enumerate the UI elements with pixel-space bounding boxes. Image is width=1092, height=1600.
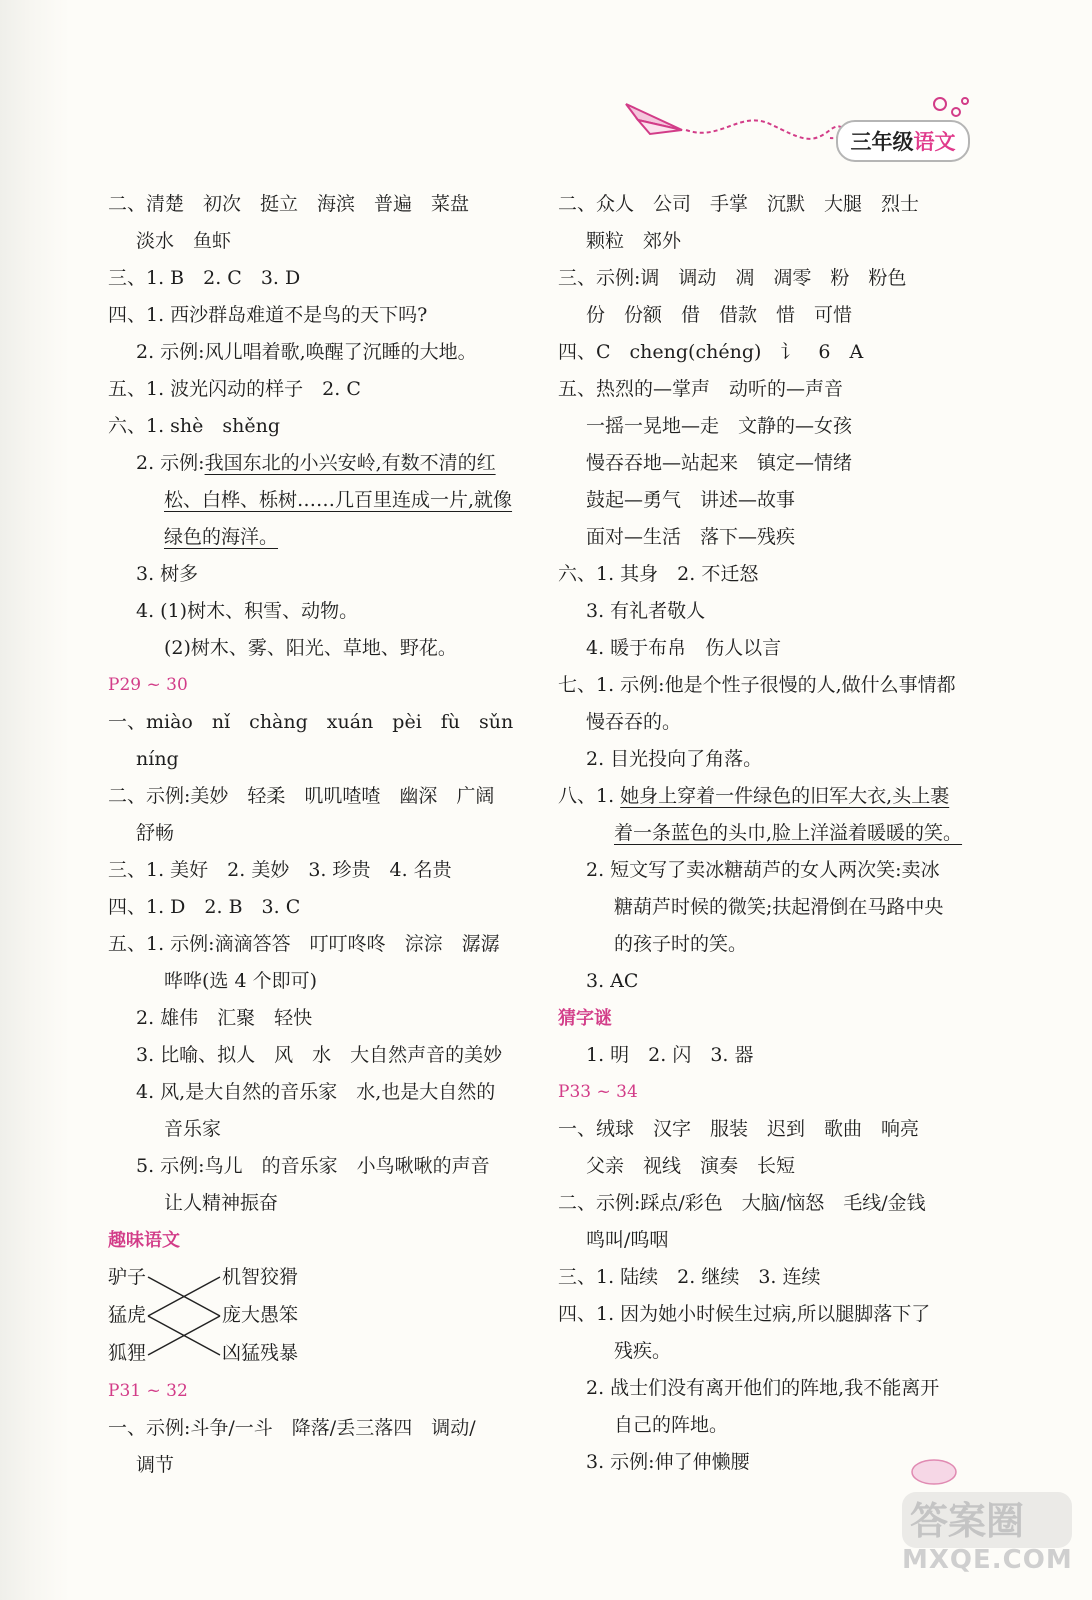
answer-line: 份 份额 借 借款 惜 可惜 (586, 304, 853, 326)
answer-line: 六、1. 其身 2. 不迁怒 (558, 563, 759, 585)
subject-label: 语文 (913, 130, 956, 154)
watermark-url: MXQE.COM (902, 1545, 1073, 1575)
answer-line: 2. 目光投向了角落。 (586, 748, 763, 770)
grade-label: 三年级 (850, 130, 914, 154)
answer-line: 4. 风,是大自然的音乐家 水,也是大自然的 (136, 1081, 496, 1103)
answer-line: 3. 有礼者敬人 (586, 600, 706, 622)
page-range-heading: P31 ~ 32 (108, 1381, 188, 1401)
answer-line: 3. 示例:伸了伸懒腰 (586, 1451, 750, 1473)
answer-line: 二、示例:美妙 轻柔 叽叽喳喳 幽深 广阔 (108, 785, 495, 807)
answer-line: 3. 树多 (136, 563, 199, 585)
answer-line: 5. 示例:鸟儿 的音乐家 小鸟啾啾的声音 (136, 1155, 490, 1177)
answer-line: 三、1. 美好 2. 美妙 3. 珍贵 4. 名贵 (108, 859, 452, 881)
answer-line: 4. (1)树木、积雪、动物。 (136, 600, 359, 622)
underlined-text: 着一条蓝色的头巾,脸上洋溢着暖暖的笑。 (614, 822, 963, 844)
section-heading-fun-chinese: 趣味语文 (108, 1230, 180, 1251)
answer-line: 2. 雄伟 汇聚 轻快 (136, 1007, 313, 1029)
answer-line: 六、1. shè shěng (108, 415, 281, 437)
answer-line: 哗哗(选 4 个即可) (164, 970, 317, 992)
answer-line: 慢吞吞地—站起来 镇定—情绪 (586, 452, 853, 474)
answer-line: 音乐家 (164, 1118, 222, 1140)
answer-line: níng (136, 748, 179, 770)
answer-line: 三、示例:调 调动 凋 凋零 粉 粉色 (558, 267, 907, 289)
answer-line: 一、绒球 汉字 服装 迟到 歌曲 响亮 (558, 1118, 920, 1140)
answer-column-left (108, 186, 548, 1484)
answer-line: 2. 短文写了卖冰糖葫芦的女人两次笑:卖冰 (586, 859, 940, 881)
answer-line: 五、1. 示例:滴滴答答 叮叮咚咚 淙淙 潺潺 (108, 933, 500, 955)
answer-line: 颗粒 郊外 (586, 230, 682, 252)
page-edge-shadow (0, 0, 70, 1600)
answer-line: 让人精神振奋 (164, 1192, 279, 1214)
answer-line: 四、1. D 2. B 3. C (108, 896, 301, 918)
answer-line: 面对—生活 落下—残疾 (586, 526, 796, 548)
page-range-heading: P33 ~ 34 (558, 1082, 638, 1102)
answer-line: 五、热烈的—掌声 动听的—声音 (558, 378, 844, 400)
answer-line: 五、1. 波光闪动的样子 2. C (108, 378, 361, 400)
answer-line: 一摇一晃地—走 文静的—女孩 (586, 415, 853, 437)
answer-column-right (558, 186, 998, 1481)
svg-text:答案圈: 答案圈 (910, 1499, 1025, 1543)
answer-line: 四、C cheng(chéng) 讠 6 A (558, 341, 864, 363)
grade-badge (836, 120, 970, 162)
answer-line: 二、示例:踩点/彩色 大脑/恼怒 毛线/金钱 (558, 1192, 926, 1214)
answer-line: 三、1. B 2. C 3. D (108, 267, 301, 289)
answer-line: (2)树木、雾、阳光、草地、野花。 (164, 637, 457, 659)
page-range-heading: P29 ~ 30 (108, 675, 188, 695)
answer-line: 2. 示例:风儿唱着歌,唤醒了沉睡的大地。 (136, 341, 477, 363)
underlined-text: 她身上穿着一件绿色的旧军大衣,头上裹 (620, 785, 950, 807)
answer-line: 3. AC (586, 970, 639, 992)
answer-line: 七、1. 示例:他是个性子很慢的人,做什么事情都 (558, 674, 956, 696)
answer-line (108, 445, 548, 482)
answer-line: 4. 暖于布帛 伤人以言 (586, 637, 782, 659)
matching-exercise (108, 1259, 548, 1373)
match-item-right: 凶猛残暴 (222, 1342, 299, 1364)
answer-line: 二、众人 公司 手掌 沉默 大腿 烈士 (558, 193, 920, 215)
section-heading-riddles: 猜字谜 (558, 1008, 612, 1029)
answer-line: 自己的阵地。 (614, 1414, 729, 1436)
answer-line: 1. 明 2. 闪 3. 器 (586, 1044, 754, 1066)
match-item-right: 庞大愚笨 (222, 1304, 299, 1326)
answer-line: 调节 (136, 1454, 175, 1476)
match-item-left: 驴子 (108, 1266, 147, 1288)
answer-line (558, 778, 998, 815)
answer-line: 四、1. 因为她小时候生过病,所以腿脚落下了 (558, 1303, 931, 1325)
match-item-left: 猛虎 (108, 1304, 147, 1326)
answer-text: 2. 示例: (136, 452, 205, 474)
answer-line: 一、miào nǐ chàng xuán pèi fù sǔn (108, 711, 514, 733)
answer-line: 淡水 鱼虾 (136, 230, 232, 252)
answer-line: 鸣叫/呜咽 (586, 1229, 669, 1251)
answer-line: 残疾。 (614, 1340, 672, 1362)
underlined-text: 我国东北的小兴安岭,有数不清的红 (204, 452, 496, 474)
answer-line: 的孩子时的笑。 (614, 933, 748, 955)
match-item-left: 狐狸 (108, 1342, 147, 1364)
answer-line: 2. 战士们没有离开他们的阵地,我不能离开 (586, 1377, 940, 1399)
answer-line: 一、示例:斗争/一斗 降落/丢三落四 调动/ (108, 1417, 476, 1439)
answer-line: 糖葫芦时候的微笑;扶起滑倒在马路中央 (614, 896, 944, 918)
answer-line: 舒畅 (136, 822, 175, 844)
answer-line: 慢吞吞的。 (586, 711, 682, 733)
answer-line: 3. 比喻、拟人 风 水 大自然声音的美妙 (136, 1044, 503, 1066)
underlined-text: 绿色的海洋。 (164, 526, 279, 548)
match-item-right: 机智狡猾 (222, 1266, 299, 1288)
answer-line: 父亲 视线 演奏 长短 (586, 1155, 796, 1177)
answer-line: 三、1. 陆续 2. 继续 3. 连续 (558, 1266, 821, 1288)
answer-line: 鼓起—勇气 讲述—故事 (586, 489, 796, 511)
answer-text: 八、1. (558, 785, 621, 807)
answer-line: 二、清楚 初次 挺立 海滨 普遍 菜盘 (108, 193, 470, 215)
answer-line: 四、1. 西沙群岛难道不是鸟的天下吗? (108, 304, 428, 326)
underlined-text: 松、白桦、栎树……几百里连成一片,就像 (164, 489, 513, 511)
